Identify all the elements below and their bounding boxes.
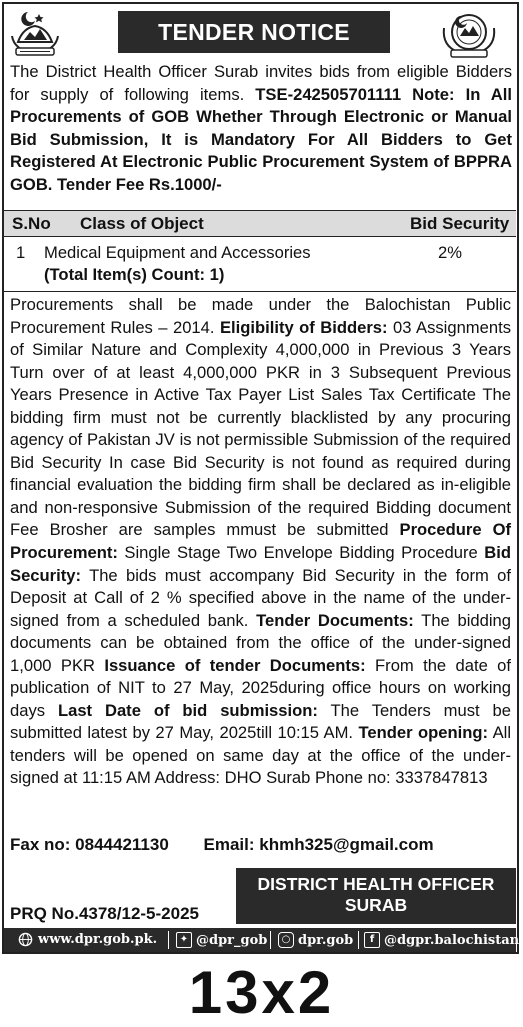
header-class: Class of Object <box>80 214 204 233</box>
last-date-heading: Last Date of bid submission: <box>57 700 318 720</box>
row-bid-security: 2% <box>438 243 462 262</box>
facebook-icon: f <box>364 932 380 948</box>
health-department-seal-icon <box>440 8 498 60</box>
tse-number: TSE-242505701111 <box>255 84 402 104</box>
terms-paragraph <box>10 294 511 790</box>
footer-bar <box>4 928 520 952</box>
globe-icon <box>18 932 33 947</box>
fax-number: Fax no: 0844421130 <box>10 835 169 854</box>
footer-facebook[interactable]: @dgpr.balochistan <box>384 932 520 948</box>
terms-text: Single Stage Two Envelope Bidding Procedure <box>117 543 485 563</box>
bppra-note: Note: In All Procurements of GOB Whether Through Electronic or Manual Bid Submission, It is Mandatory For All Bidders to Get Registered At Electronic Public Procurement System of BPPRA GOB. Tender Fee Rs.1000/- <box>10 84 513 194</box>
header-bid-security: Bid Security <box>410 214 510 233</box>
signatory-title: DISTRICT HEALTH OFFICER <box>257 874 495 894</box>
balochistan-emblem-icon <box>6 8 64 60</box>
terms-text: All tenders will be opened on same day at the office of the under-signed at 11:15 AM Address: DHO Surab Phone no: 3337847813 <box>10 723 512 788</box>
tender-documents-heading: Tender Documents: <box>256 610 414 630</box>
footer-divider <box>168 931 169 949</box>
row-item: Medical Equipment and Accessories <box>44 243 311 262</box>
footer-website[interactable]: www.dpr.gob.pk. <box>38 932 158 947</box>
footer-twitter[interactable]: @dpr_gob <box>196 932 268 948</box>
tender-notice-title: TENDER NOTICE <box>118 11 390 53</box>
header-sno: S.No <box>12 214 51 233</box>
email-address: Email: khmh325@gmail.com <box>203 835 434 854</box>
table-row <box>4 240 516 290</box>
intro-text: The District Health Officer Surab invites bids from eligible Bidders for supply of following items. <box>10 62 512 104</box>
row-item-count: (Total Item(s) Count: 1) <box>44 265 225 284</box>
footer-divider <box>358 931 359 949</box>
terms-text: The bids must accompany Bid Security in the form of Deposit at Call of 2 % specified above in the name of the under-signed from a scheduled bank. <box>10 565 511 630</box>
footer-divider <box>270 931 271 949</box>
ad-size-label: 13x2 <box>188 959 335 1026</box>
terms-text: Procurements shall be made under the Balochistan Public Procurement Rules – 2014. <box>10 295 511 337</box>
terms-text: 03 Assignments of Similar Nature and Complexity 4,000,000 in Previous 3 Years Turn over of at least 4,000,000 PKR in 3 Subsequent Previous Years Presence in Active Tax Payer List Sales Tax Certificate The bidding firm must not be currently blacklisted by any procuring agency of Pakistan JV is not permissible Submission of the required Bid Security In case Bid Security is not found as required during financial evaluation the bidding firm shall be declared as in-eligible and non-responsive Submission of the required Bidding document Fee Brosher are samples mmust be submitted <box>10 317 511 540</box>
terms-text: From the date of publication of NIT to 27 May, 2025during office hours on working days <box>10 655 511 720</box>
instagram-icon: ○ <box>278 932 294 948</box>
prq-number: PRQ No.4378/12-5-2025 <box>10 904 199 923</box>
signatory-location: SURAB <box>344 895 408 915</box>
issuance-heading: Issuance of tender Documents: <box>104 655 366 675</box>
row-sno: 1 <box>16 243 26 262</box>
procedure-heading: Procedure Of Procurement: <box>10 520 512 563</box>
intro-paragraph <box>10 61 512 196</box>
signature-block <box>236 868 516 924</box>
bid-security-heading: Bid Security: <box>10 543 511 585</box>
tender-opening-heading: Tender opening: <box>358 723 489 743</box>
twitter-icon: ✦ <box>176 932 192 948</box>
footer-instagram[interactable]: dpr.gob <box>298 932 354 948</box>
table-divider <box>4 291 516 292</box>
terms-text: The Tenders must be submitted latest by 27 May, 2025till 10:15 AM. <box>10 700 511 743</box>
eligibility-heading: Eligibility of Bidders: <box>219 317 388 337</box>
table-header <box>4 210 516 237</box>
contact-line <box>10 835 464 855</box>
terms-text: The bidding documents can be obtained from the office of the under-signed 1,000 PKR <box>10 610 511 675</box>
